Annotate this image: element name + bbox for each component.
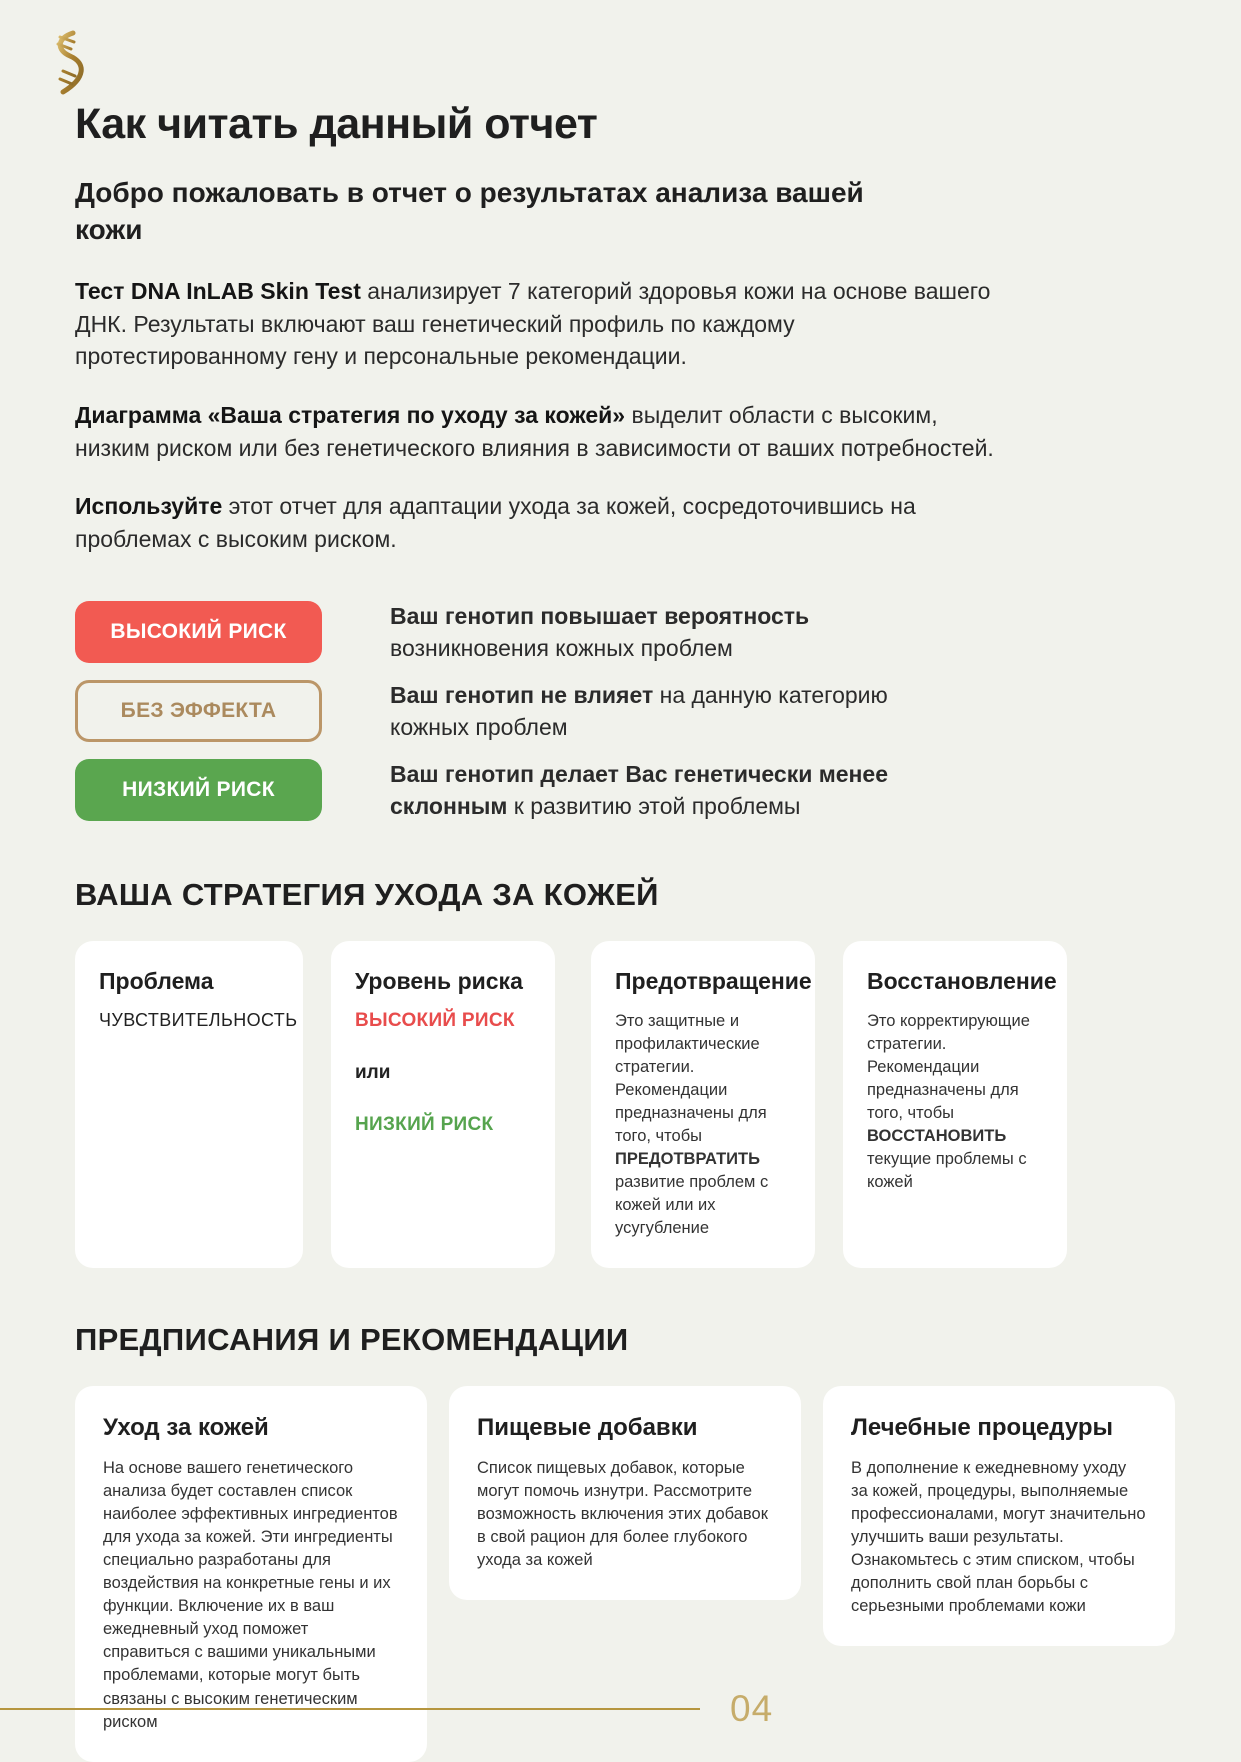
legend-row-no-effect [75,679,1181,743]
page-footer [0,1688,1241,1730]
card-prevention-title: Предотвращение [615,967,812,994]
intro-paragraph-1 [75,275,1005,373]
no-effect-description [390,679,950,743]
card-treatments [823,1386,1175,1647]
high-risk-desc-bold: Ваш генотип повышает вероятность [390,602,810,629]
low-risk-desc-bold: Ваш генотип делает Вас генетически менее склонным [390,761,889,820]
dna-logo-icon [46,30,88,101]
intro-1-text: анализирует 7 категорий здоровья кожи на основе вашего ДНК. Результаты включают ваш генетический профиль по каждому протестированному гену и персональные рекомендации. [75,277,991,370]
prevention-text-post: развитие проблем с кожей или их усугубление [615,1173,769,1238]
intro-paragraph-3 [75,490,1005,555]
card-prevention-body [615,1010,791,1241]
legend-row-low-risk [75,758,1181,822]
risk-level-or-label: или [355,1061,391,1083]
low-risk-badge: НИЗКИЙ РИСК [75,759,322,821]
prevention-text-bold: ПРЕДОТВРАТИТЬ [615,1150,760,1169]
no-effect-desc-text: на данную категорию кожных проблем [390,681,888,741]
card-supplements-title: Пищевые добавки [477,1413,698,1441]
low-risk-description [390,758,950,822]
restoration-text-bold: ВОССТАНОВИТЬ [867,1127,1007,1146]
footer-divider [0,1708,700,1710]
risk-legend [75,600,1181,823]
intro-2-text: выделит области с высоким, низким риском или без генетического влияния в зависимости от ваших потребностей. [75,401,994,461]
card-treatments-body: В дополнение к ежедневному уходу за кожей, процедуры, выполняемые профессионалами, могут значительно улучшить ваши результаты. Ознакомьтесь с этим списком, чтобы дополнить свой план борьбы с серьезными проблемами кожи [851,1458,1146,1616]
strategy-section-heading: ВАША СТРАТЕГИЯ УХОДА ЗА КОЖЕЙ [75,876,659,912]
no-effect-desc-bold: Ваш генотип не влияет [390,681,654,708]
card-supplements-body: Список пищевых добавок, которые могут помочь изнутри. Рассмотрите возможность включения этих добавок в свой рацион для более глубокого ухода за кожей [477,1458,768,1569]
risk-level-low-label: НИЗКИЙ РИСК [355,1113,494,1135]
intro-2-lead: Диаграмма «Ваша стратегия по уходу за кожей» [75,401,626,428]
card-skincare-body: На основе вашего генетического анализа будет составлен список наиболее эффективных ингредиентов для ухода за кожей. Эти ингредиенты специально разработаны для воздействия на конкретные гены и их функции. Включение их в ваш ежедневный уход поможет справиться с вашими уникальными проблемами, которые могут быть связаны с высоким генетическим риском [103,1458,398,1731]
card-restoration-body [867,1010,1043,1195]
high-risk-badge: ВЫСОКИЙ РИСК [75,601,322,663]
card-prevention [591,941,815,1268]
high-risk-desc-text: возникновения кожных проблем [390,634,733,661]
card-treatments-title: Лечебные процедуры [851,1413,1114,1441]
card-problem-value: ЧУВСТВИТЕЛЬНОСТЬ [99,1009,298,1030]
intro-paragraph-2 [75,399,1005,464]
no-effect-badge: БЕЗ ЭФФЕКТА [75,680,322,742]
card-restoration [843,941,1067,1268]
intro-paragraphs [75,275,1181,556]
card-skincare-title: Уход за кожей [103,1413,269,1441]
card-problem-title: Проблема [99,967,214,994]
prescriptions-section-heading: ПРЕДПИСАНИЯ И РЕКОМЕНДАЦИИ [75,1321,629,1357]
intro-1-lead: Тест DNA InLAB Skin Test [75,277,361,304]
restoration-text-post: текущие проблемы с кожей [867,1150,1027,1192]
restoration-text-pre: Это корректирующие стратегии. Рекомендации предназначены для того, чтобы [867,1011,1030,1122]
card-restoration-title: Восстановление [867,967,1057,994]
high-risk-description [390,600,950,664]
card-risk-level [331,941,555,1268]
card-supplements [449,1386,801,1600]
low-risk-desc-text: к развитию этой проблемы [507,793,801,820]
page-subtitle: Добро пожаловать в отчет о результатах анализа вашей кожи [75,177,864,245]
risk-level-high-label: ВЫСОКИЙ РИСК [355,1009,515,1031]
page-number: 04 [730,1688,774,1729]
intro-3-lead: Используйте [75,493,223,520]
page-title: Как читать данный отчет [75,100,598,148]
intro-3-text: этот отчет для адаптации ухода за кожей, сосредоточившись на проблемах с высоким риском. [75,493,916,552]
prevention-text-pre: Это защитные и профилактические стратегии. Рекомендации предназначены для того, чтобы [615,1011,767,1146]
card-risk-title: Уровень риска [355,967,523,994]
strategy-cards [75,941,1181,1268]
legend-row-high-risk [75,600,1181,664]
card-problem [75,941,303,1268]
